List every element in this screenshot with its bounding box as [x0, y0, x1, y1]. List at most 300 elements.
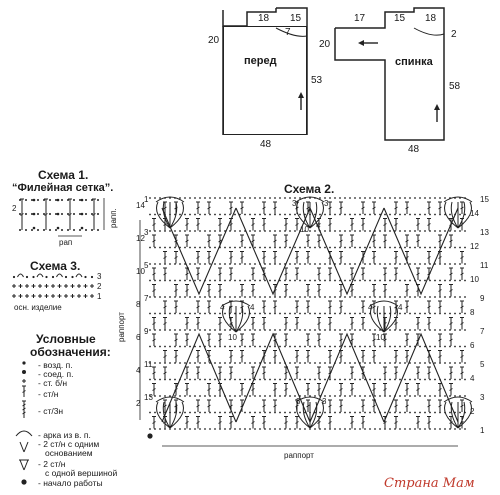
chain-dot [414, 296, 416, 298]
chain-dot [294, 280, 296, 282]
chain-dot [269, 329, 271, 331]
schema1-row-label: 2 [12, 204, 17, 213]
chain-dot [379, 230, 381, 232]
chain-dot [409, 428, 411, 430]
chain-dot [159, 230, 161, 232]
chain-dot [214, 329, 216, 331]
chain-dot [309, 379, 311, 381]
chain-dot [324, 379, 326, 381]
chain-dot [424, 214, 426, 216]
chain-dot [364, 329, 366, 331]
chain-dot [294, 214, 296, 216]
schema2-right-row-number: 5 [480, 360, 485, 369]
legend-item-start: - начало работы [38, 478, 103, 488]
chain-dot [349, 329, 351, 331]
chain-dot [389, 296, 391, 298]
chain-dot [414, 379, 416, 381]
chain-dot [419, 247, 421, 249]
chain-dot [324, 296, 326, 298]
chain-dot [239, 263, 241, 265]
chain-dot [269, 379, 271, 381]
chain-dot [419, 230, 421, 232]
chain-dot [204, 329, 206, 331]
chain-dot [434, 329, 436, 331]
chain-dot [399, 379, 401, 381]
back-label: спинка [395, 56, 433, 68]
schema2-right-row-number: 13 [480, 228, 489, 237]
chain-dot [269, 313, 271, 315]
chain-dot [194, 329, 196, 331]
chain-dot [149, 428, 151, 430]
chain-dot [454, 296, 456, 298]
chain-dot [199, 214, 201, 216]
chain-dot [294, 313, 296, 315]
chain-dot [334, 214, 336, 216]
chain-dot [244, 362, 246, 364]
chain-dot [249, 412, 251, 414]
chain-dot [424, 296, 426, 298]
chain-dot [404, 214, 406, 216]
chain-dot [279, 412, 281, 414]
schema1-repeat-side: рапп. [109, 208, 118, 228]
chain-dot [399, 197, 401, 199]
chain-dot [304, 428, 306, 430]
chain-dot [349, 197, 351, 199]
chain-dot [194, 197, 196, 199]
chain-dot [434, 379, 436, 381]
chain-dot [439, 197, 441, 199]
chain-dot [364, 313, 366, 315]
chain-dot [159, 362, 161, 364]
chain-dot [309, 362, 311, 364]
chain-dot [369, 329, 371, 331]
chain-dot [244, 263, 246, 265]
chain-dot [269, 362, 271, 364]
chain-dot [289, 346, 291, 348]
legend-item-2dc-base: - 2 ст/н с одним [38, 439, 100, 449]
chain-dot [404, 428, 406, 430]
motif-count-label: 4 [368, 303, 373, 312]
chain-dot [199, 329, 201, 331]
chain-dot [364, 247, 366, 249]
chain-dot [279, 362, 281, 364]
chain-dot [289, 280, 291, 282]
chain-dot [289, 247, 291, 249]
chain-dot [264, 346, 266, 348]
chain-dot [354, 214, 356, 216]
chain-dot [224, 197, 226, 199]
chain-dot [374, 329, 376, 331]
front-dim-bottom: 48 [260, 139, 272, 150]
chain-dot [429, 197, 431, 199]
chain-dot [459, 379, 461, 381]
chain-dot [409, 214, 411, 216]
chain-dot [244, 428, 246, 430]
chain-dot [344, 379, 346, 381]
legend-item-2dc-top: - 2 ст/н [38, 459, 66, 469]
chain-dot [204, 395, 206, 397]
chain-dot [239, 247, 241, 249]
chain-dot [174, 379, 176, 381]
chain-dot [269, 346, 271, 348]
chain-dot [314, 230, 316, 232]
chain-dot [164, 395, 166, 397]
chain-dot [159, 214, 161, 216]
chain-dot [279, 263, 281, 265]
chain-dot [269, 230, 271, 232]
chain-dot [314, 346, 316, 348]
chain-dot [359, 296, 361, 298]
chain-dot [149, 263, 151, 265]
schema3-row-3: 3 [97, 272, 102, 281]
chain-dot [219, 313, 221, 315]
chain-dot [169, 379, 171, 381]
chain-dot [149, 214, 151, 216]
chain-dot [434, 247, 436, 249]
chain-dot [249, 395, 251, 397]
chain-dot [224, 329, 226, 331]
schema2-left-row-mark: 1 [144, 195, 149, 204]
chain-dot [369, 214, 371, 216]
chain-dot [244, 313, 246, 315]
chain-dot [419, 395, 421, 397]
chain-dot [279, 214, 281, 216]
chain-dot [354, 379, 356, 381]
chain-dot [309, 346, 311, 348]
chain-dot [299, 214, 301, 216]
chain-dot [234, 280, 236, 282]
chain-dot [394, 296, 396, 298]
chain-dot [459, 230, 461, 232]
chain-dot [169, 296, 171, 298]
chain-dot [299, 428, 301, 430]
chain-dot [254, 362, 256, 364]
chain-dot [309, 263, 311, 265]
chain-dot [214, 412, 216, 414]
motif-count-label: 3 [324, 199, 329, 208]
chain-dot [459, 247, 461, 249]
chain-dot [279, 296, 281, 298]
chain-dot [444, 428, 446, 430]
chain-dot [194, 379, 196, 381]
chain-dot [359, 346, 361, 348]
chain-dot [289, 230, 291, 232]
chain-dot [284, 313, 286, 315]
chain-dot [184, 329, 186, 331]
chain-dot [389, 379, 391, 381]
chain-dot [214, 395, 216, 397]
chain-dot [354, 230, 356, 232]
chain-dot [369, 346, 371, 348]
legend-title-line1: Условные [36, 332, 96, 346]
chain-dot [399, 214, 401, 216]
chain-dot [284, 197, 286, 199]
chain-dot [179, 280, 181, 282]
chain-dot [459, 346, 461, 348]
chain-dot [304, 395, 306, 397]
chain-dot [309, 428, 311, 430]
chain-dot [239, 395, 241, 397]
chain-dot [399, 263, 401, 265]
chain-dot [444, 280, 446, 282]
chain-dot [259, 296, 261, 298]
chain-dot [274, 230, 276, 232]
chain-dot [259, 395, 261, 397]
chain-dot [304, 329, 306, 331]
chain-dot [224, 362, 226, 364]
chain-dot [169, 247, 171, 249]
chain-dot [204, 263, 206, 265]
chain-dot [384, 214, 386, 216]
chain-dot [349, 395, 351, 397]
chain-dot [374, 428, 376, 430]
chain-dot [234, 296, 236, 298]
chain-dot [159, 296, 161, 298]
chain-dot [174, 280, 176, 282]
motif-count-label: 3 [296, 397, 301, 406]
chain-dot [179, 329, 181, 331]
chain-dot [294, 263, 296, 265]
chain-dot [159, 329, 161, 331]
chain-dot [319, 362, 321, 364]
chain-dot [179, 428, 181, 430]
chain-dot [184, 197, 186, 199]
chain-dot [369, 230, 371, 232]
chain-dot [234, 428, 236, 430]
chain-dot [219, 214, 221, 216]
chain-dot [314, 362, 316, 364]
lattice-line [310, 334, 384, 422]
chain-dot [389, 230, 391, 232]
chain-dot [324, 362, 326, 364]
chain-dot [399, 280, 401, 282]
chain-dot [314, 379, 316, 381]
chain-dot [169, 313, 171, 315]
chain-dot [369, 296, 371, 298]
chain-dot [199, 296, 201, 298]
schema2-right-row-number: 3 [480, 393, 485, 402]
chain-dot [189, 379, 191, 381]
chain-dot [389, 412, 391, 414]
chain-dot [319, 197, 321, 199]
chain-dot [404, 329, 406, 331]
chain-dot [169, 263, 171, 265]
chain-dot [344, 214, 346, 216]
chain-dot [284, 412, 286, 414]
chain-dot [299, 362, 301, 364]
schema1-title: Схема 1. [38, 168, 89, 182]
chain-dot [209, 428, 211, 430]
chain-dot [254, 296, 256, 298]
chain-dot [189, 214, 191, 216]
chain-dot [349, 247, 351, 249]
chain-dot [189, 395, 191, 397]
chain-dot [339, 230, 341, 232]
schema2-left-row-mark: 7 [144, 294, 149, 303]
chain-dot [189, 428, 191, 430]
chain-dot [169, 230, 171, 232]
chain-dot [199, 395, 201, 397]
chain-dot [294, 230, 296, 232]
chain-dot [379, 280, 381, 282]
chain-dot [399, 346, 401, 348]
chain-dot [194, 230, 196, 232]
chain-dot [409, 346, 411, 348]
chain-dot [349, 379, 351, 381]
chain-dot [464, 280, 466, 282]
chain-dot [234, 214, 236, 216]
schema2-repeat-bottom: раппорт [284, 451, 314, 460]
motif-count-label: 4 [220, 303, 225, 312]
chain-dot [404, 280, 406, 282]
back-dim-bottom: 48 [408, 144, 420, 155]
chain-dot [294, 296, 296, 298]
chain-dot [344, 230, 346, 232]
chain-dot [334, 412, 336, 414]
chain-dot [354, 263, 356, 265]
chain-dot [354, 329, 356, 331]
chain-dot [149, 197, 151, 199]
chain-dot [324, 313, 326, 315]
chain-dot [289, 296, 291, 298]
chain-dot [289, 329, 291, 331]
chain-dot [264, 395, 266, 397]
chain-dot [204, 313, 206, 315]
chain-dot [269, 214, 271, 216]
chain-dot [324, 346, 326, 348]
chain-dot [364, 296, 366, 298]
chain-dot [224, 214, 226, 216]
chain-dot [219, 197, 221, 199]
chain-dot [449, 362, 451, 364]
chain-dot [184, 428, 186, 430]
chain-dot [239, 428, 241, 430]
chain-dot [434, 412, 436, 414]
schema2-right-row-number: 7 [480, 327, 485, 336]
chain-dot [334, 197, 336, 199]
chain-dot [349, 428, 351, 430]
chain-dot [344, 329, 346, 331]
schema2-repeat-side: раппорт [117, 312, 126, 342]
chain-dot [269, 197, 271, 199]
chain-dot [459, 296, 461, 298]
chain-dot [149, 329, 151, 331]
chain-dot [259, 329, 261, 331]
chain-dot [349, 296, 351, 298]
chain-dot [249, 230, 251, 232]
chain-dot [459, 412, 461, 414]
chain-dot [334, 296, 336, 298]
chain-dot [314, 296, 316, 298]
chain-dot [244, 247, 246, 249]
chain-dot [314, 329, 316, 331]
chain-dot [199, 412, 201, 414]
chain-dot [439, 230, 441, 232]
chain-dot [359, 247, 361, 249]
fan-petal [377, 306, 384, 332]
chain-dot [344, 263, 346, 265]
chain-dot [389, 346, 391, 348]
chain-dot [194, 296, 196, 298]
chain-dot [369, 197, 371, 199]
chain-dot [364, 230, 366, 232]
chain-dot [174, 230, 176, 232]
front-label: перед [244, 55, 277, 67]
chain-dot [449, 214, 451, 216]
schema3-row-2: 2 [97, 282, 102, 291]
chain-dot [299, 296, 301, 298]
chain-dot [409, 230, 411, 232]
fan-petal [458, 202, 465, 228]
legend-item-tr: - ст/3н [38, 406, 64, 416]
chain-dot [149, 313, 151, 315]
back-dim-sleeve: 17 [354, 13, 366, 24]
chain-dot [399, 313, 401, 315]
chain-dot [254, 247, 256, 249]
chain-dot [334, 329, 336, 331]
chain-dot [189, 247, 191, 249]
schema2-right-row-mark: 12 [470, 242, 479, 251]
chain-dot [234, 197, 236, 199]
chain-dot [404, 395, 406, 397]
chain-dot [254, 230, 256, 232]
chain-dot [229, 247, 231, 249]
chain-dot [409, 280, 411, 282]
chain-dot [154, 263, 156, 265]
chain-dot [149, 280, 151, 282]
chain-dot [274, 197, 276, 199]
chain-dot [399, 329, 401, 331]
schema2-right-row-mark: 4 [470, 374, 475, 383]
chain-dot [464, 247, 466, 249]
chain-dot [254, 412, 256, 414]
schema2-right-row-number: 11 [480, 261, 489, 270]
chain-dot [319, 412, 321, 414]
chain-dot [444, 263, 446, 265]
chain-dot [209, 379, 211, 381]
chain-dot [379, 362, 381, 364]
chain-dot [419, 428, 421, 430]
chain-dot [309, 329, 311, 331]
chain-dot [324, 280, 326, 282]
chain-dot [184, 280, 186, 282]
chain-dot [224, 379, 226, 381]
chain-dot [239, 197, 241, 199]
chain-dot [309, 313, 311, 315]
chain-dot [464, 428, 466, 430]
chain-dot [419, 379, 421, 381]
chain-dot [224, 428, 226, 430]
chain-dot [279, 379, 281, 381]
chain-dot [424, 197, 426, 199]
chain-dot [454, 329, 456, 331]
chain-dot [339, 379, 341, 381]
chain-dot [394, 197, 396, 199]
chain-dot [364, 412, 366, 414]
chain-dot [274, 280, 276, 282]
chain-dot [299, 313, 301, 315]
chain-dot [464, 395, 466, 397]
chain-dot [179, 395, 181, 397]
chain-dot [239, 296, 241, 298]
schema1-subtitle: “Филейная сетка”. [12, 182, 114, 194]
chain-dot [359, 230, 361, 232]
chain-dot [314, 395, 316, 397]
chain-dot [424, 329, 426, 331]
chain-dot [419, 346, 421, 348]
chain-dot [359, 313, 361, 315]
chain-dot [179, 197, 181, 199]
